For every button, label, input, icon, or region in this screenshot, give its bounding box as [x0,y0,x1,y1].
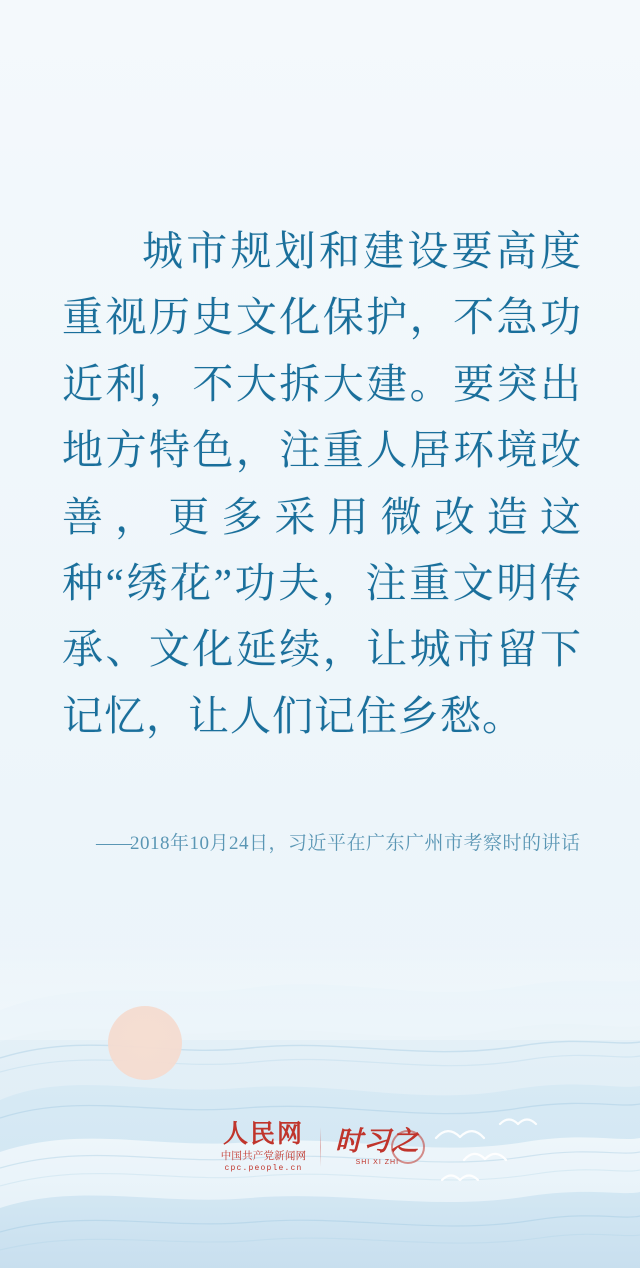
logo-divider [320,1127,321,1167]
logo-row [0,1122,640,1173]
people-cn-subtitle: 中国共产党新闻网 [220,1150,307,1162]
sun-icon [108,1006,182,1080]
people-cn-name: 人民网 [222,1121,304,1148]
attribution-text: 2018年10月24日，习近平在广东广州市考察时的讲话 [130,833,581,854]
shixizhi-logo[interactable] [335,1128,419,1166]
attribution-dash: —— [96,833,130,854]
quote-text: 城市规划和建设要高度重视历史文化保护，不急功近利，不大拆大建。要突出地方特色，注重人居环境改善，更多采用微改造这种“绣花”功夫，注重文明传承、文化延续，让城市留下记忆，让人们记住乡愁。 [62,228,582,739]
people-cn-url: cpc.people.cn [224,1163,303,1173]
shixizhi-subtitle: SHI XI ZHI [355,1159,400,1167]
attribution [96,826,596,862]
people-cn-logo[interactable] [221,1122,307,1173]
shixizhi-name: 时习之 [335,1126,420,1157]
